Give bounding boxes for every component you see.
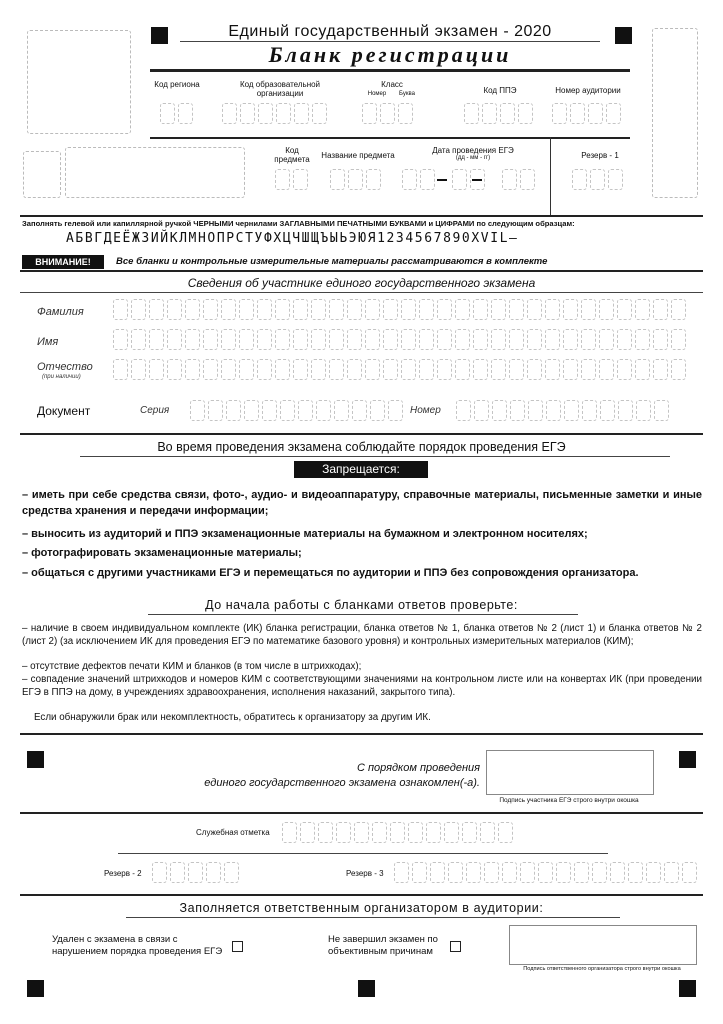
room-cells[interactable] — [552, 103, 624, 124]
input-cell[interactable] — [365, 359, 380, 380]
input-cell[interactable] — [671, 299, 686, 320]
input-cell[interactable] — [383, 329, 398, 350]
input-cell[interactable] — [419, 359, 434, 380]
input-cell[interactable] — [347, 299, 362, 320]
label-subject-code: Код предмета — [274, 146, 310, 164]
input-cell[interactable] — [221, 329, 236, 350]
input-cell[interactable] — [244, 400, 259, 421]
input-cell[interactable] — [653, 359, 668, 380]
rule-item: – общаться с другими участниками ЕГЭ и перемещаться по аудитории и ППЭ без сопровождения организатора. — [22, 567, 639, 579]
input-cell[interactable] — [388, 400, 403, 421]
service-mark-cells[interactable] — [282, 822, 516, 843]
check-heading: До начала работы с бланками ответов проверьте: — [205, 598, 518, 612]
input-cell[interactable] — [394, 862, 409, 883]
input-cell[interactable] — [491, 329, 506, 350]
exam-title: Единый государственный экзамен - 2020 — [228, 23, 552, 40]
registration-marker — [679, 751, 696, 768]
input-cell[interactable] — [298, 400, 313, 421]
number-cells[interactable] — [456, 400, 672, 421]
removed-checkbox[interactable] — [232, 941, 243, 952]
input-cell[interactable] — [149, 329, 164, 350]
label-class-letter: Буква — [399, 91, 415, 97]
attention-badge: ВНИМАНИЕ! — [22, 255, 104, 269]
input-cell[interactable] — [300, 822, 315, 843]
input-cell[interactable] — [455, 299, 470, 320]
input-cell[interactable] — [628, 862, 643, 883]
input-cell[interactable] — [401, 329, 416, 350]
surname-cells[interactable] — [113, 299, 689, 320]
rule-item: – выносить из аудиторий и ППЭ экзаменационные материалы на бумажном и электронном носителях; — [22, 528, 588, 540]
input-cell[interactable] — [581, 359, 596, 380]
input-cell[interactable] — [618, 400, 633, 421]
input-cell[interactable] — [170, 862, 185, 883]
input-cell[interactable] — [444, 822, 459, 843]
input-cell[interactable] — [563, 299, 578, 320]
input-cell[interactable] — [498, 822, 513, 843]
input-cell[interactable] — [546, 400, 561, 421]
participant-signature-box[interactable] — [486, 750, 654, 795]
rules-heading: Во время проведения экзамена соблюдайте порядок проведения ЕГЭ — [157, 440, 566, 454]
input-cell[interactable] — [599, 359, 614, 380]
input-cell[interactable] — [480, 822, 495, 843]
small-box-left — [23, 151, 61, 198]
document-label: Документ — [37, 404, 91, 418]
label-region: Код региона — [154, 80, 200, 89]
date-cells[interactable] — [402, 169, 538, 190]
input-cell[interactable] — [113, 359, 128, 380]
subject-name-cells[interactable] — [330, 169, 384, 190]
label-subject-name: Название предмета — [321, 151, 395, 160]
not-finished-label: Не завершил экзамен по объективным причинам — [328, 934, 438, 957]
input-cell[interactable] — [280, 400, 295, 421]
input-cell[interactable] — [167, 359, 182, 380]
registration-marker — [27, 751, 44, 768]
service-mark-label: Служебная отметка — [196, 828, 270, 837]
input-cell[interactable] — [239, 299, 254, 320]
number-label: Номер — [410, 405, 441, 416]
registration-marker — [27, 980, 44, 997]
input-cell[interactable] — [412, 862, 427, 883]
input-cell[interactable] — [293, 359, 308, 380]
patronymic-cells[interactable] — [113, 359, 689, 380]
input-cell[interactable] — [653, 299, 668, 320]
input-cell[interactable] — [329, 299, 344, 320]
input-cell[interactable] — [538, 862, 553, 883]
label-class: Класс — [381, 80, 403, 89]
input-cell[interactable] — [456, 400, 471, 421]
input-cell[interactable] — [208, 400, 223, 421]
input-cell[interactable] — [563, 329, 578, 350]
input-cell[interactable] — [437, 359, 452, 380]
reserve-2-cells[interactable] — [152, 862, 242, 883]
input-cell[interactable] — [646, 862, 661, 883]
input-cell[interactable] — [635, 299, 650, 320]
input-cell[interactable] — [426, 822, 441, 843]
input-cell[interactable] — [257, 329, 272, 350]
acknowledge-line1: С порядком проведения — [356, 762, 480, 774]
reserve-3-label: Резерв - 3 — [346, 869, 384, 878]
not-finished-checkbox[interactable] — [450, 941, 461, 952]
input-cell[interactable] — [383, 359, 398, 380]
input-cell[interactable] — [635, 329, 650, 350]
input-cell[interactable] — [365, 329, 380, 350]
input-cell[interactable] — [455, 329, 470, 350]
registration-marker — [358, 980, 375, 997]
input-cell[interactable] — [419, 299, 434, 320]
input-cell[interactable] — [527, 359, 542, 380]
input-cell[interactable] — [334, 400, 349, 421]
check-note: Если обнаружили брак или некомплектность, обратитесь к организатору за другим ИК. — [34, 712, 431, 723]
input-cell[interactable] — [113, 299, 128, 320]
input-cell[interactable] — [466, 862, 481, 883]
input-cell[interactable] — [401, 299, 416, 320]
input-cell[interactable] — [448, 862, 463, 883]
name-cells[interactable] — [113, 329, 689, 350]
class-cells[interactable] — [362, 103, 416, 124]
ppe-cells[interactable] — [464, 103, 536, 124]
input-cell[interactable] — [372, 822, 387, 843]
input-cell[interactable] — [635, 359, 650, 380]
input-cell[interactable] — [653, 329, 668, 350]
registration-marker — [615, 27, 632, 44]
input-cell[interactable] — [203, 359, 218, 380]
patronymic-label: Отчество — [37, 361, 93, 373]
input-cell[interactable] — [545, 359, 560, 380]
input-cell[interactable] — [275, 299, 290, 320]
input-cell[interactable] — [502, 862, 517, 883]
input-cell[interactable] — [408, 822, 423, 843]
input-cell[interactable] — [329, 329, 344, 350]
input-cell[interactable] — [599, 299, 614, 320]
input-cell[interactable] — [131, 299, 146, 320]
input-cell[interactable] — [509, 329, 524, 350]
participant-section-title: Сведения об участнике единого государственного экзамена — [187, 276, 536, 290]
input-cell[interactable] — [275, 329, 290, 350]
input-cell[interactable] — [262, 400, 277, 421]
input-cell[interactable] — [311, 329, 326, 350]
input-cell[interactable] — [484, 862, 499, 883]
input-cell[interactable] — [226, 400, 241, 421]
input-cell[interactable] — [473, 329, 488, 350]
input-cell[interactable] — [347, 359, 362, 380]
patronymic-note: (при наличии) — [42, 374, 81, 380]
registration-marker — [151, 27, 168, 44]
input-cell[interactable] — [473, 299, 488, 320]
input-cell[interactable] — [224, 862, 239, 883]
input-cell[interactable] — [509, 359, 524, 380]
input-cell[interactable] — [185, 359, 200, 380]
input-cell[interactable] — [257, 299, 272, 320]
label-date: Дата проведения ЕГЭ — [432, 146, 514, 155]
forbidden-badge: Запрещается: — [294, 461, 428, 478]
input-cell[interactable] — [293, 299, 308, 320]
input-cell[interactable] — [582, 400, 597, 421]
rule-item: – фотографировать экзаменационные материалы; — [22, 547, 302, 559]
organizer-signature-caption: Подпись ответственного организатора строго внутри окошка — [523, 966, 681, 972]
attention-text: Все бланки и контрольные измерительные материалы рассматриваются в комплекте — [116, 256, 548, 267]
input-cell[interactable] — [152, 862, 167, 883]
input-cell[interactable] — [370, 400, 385, 421]
input-cell[interactable] — [617, 359, 632, 380]
label-ppe: Код ППЭ — [483, 86, 517, 95]
input-cell[interactable] — [563, 359, 578, 380]
input-cell[interactable] — [167, 329, 182, 350]
input-cell[interactable] — [329, 359, 344, 380]
input-cell[interactable] — [600, 400, 615, 421]
input-cell[interactable] — [239, 329, 254, 350]
input-cell[interactable] — [617, 329, 632, 350]
input-cell[interactable] — [318, 822, 333, 843]
check-item: – наличие в своем индивидуальном комплекте (ИК) бланка регистрации, бланка ответов № 1, бланка ответов № 2 (лист 1) и бланка ответов № 2 (лист 2) (за исключением ИК для проведения ЕГЭ по математике базового уровня) и контрольных измерительных материалов (КИМ); — [22, 623, 702, 647]
input-cell[interactable] — [509, 299, 524, 320]
name-label: Имя — [37, 336, 59, 348]
removed-label: Удален с экзамена в связи с нарушением порядка проведения ЕГЭ — [52, 934, 223, 957]
input-cell[interactable] — [574, 862, 589, 883]
series-label: Серия — [140, 405, 170, 416]
input-cell[interactable] — [316, 400, 331, 421]
input-cell[interactable] — [682, 862, 697, 883]
subject-code-cells[interactable] — [275, 169, 311, 190]
input-cell[interactable] — [311, 359, 326, 380]
input-cell[interactable] — [311, 299, 326, 320]
input-cell[interactable] — [206, 862, 221, 883]
input-cell[interactable] — [671, 359, 686, 380]
participant-signature-caption: Подпись участника ЕГЭ строго внутри окошка — [499, 797, 639, 804]
input-cell[interactable] — [336, 822, 351, 843]
reserve-2-label: Резерв - 2 — [104, 869, 142, 878]
input-cell[interactable] — [354, 822, 369, 843]
registration-marker — [679, 980, 696, 997]
input-cell[interactable] — [203, 299, 218, 320]
input-cell[interactable] — [390, 822, 405, 843]
input-cell[interactable] — [352, 400, 367, 421]
barcode-area-mid — [65, 147, 245, 198]
acknowledge-line2: единого государственного экзамена ознакомлен(-а). — [204, 777, 480, 789]
input-cell[interactable] — [491, 359, 506, 380]
input-cell[interactable] — [654, 400, 669, 421]
organizer-heading: Заполняется ответственным организатором в аудитории: — [179, 901, 544, 915]
input-cell[interactable] — [455, 359, 470, 380]
input-cell[interactable] — [275, 359, 290, 380]
input-cell[interactable] — [383, 299, 398, 320]
input-cell[interactable] — [473, 359, 488, 380]
sample-characters: АБВГДЕЁЖЗИЙКЛМНОПРСТУФХЦЧШЩЪЫЬЭЮЯ1234567890XVIL– — [66, 231, 519, 246]
check-item: – совпадение значений штрихкодов и номеров КИМ с соответствующими значениями на контрольном листе или на конвертах ИК (при проведении ЕГЭ в ППЭ на дому, в учреждениях здравоохранения, исполнения наказаний, закрытого типа). — [22, 674, 702, 698]
input-cell[interactable] — [671, 329, 686, 350]
input-cell[interactable] — [545, 299, 560, 320]
input-cell[interactable] — [664, 862, 679, 883]
input-cell[interactable] — [592, 862, 607, 883]
input-cell[interactable] — [401, 359, 416, 380]
input-cell[interactable] — [520, 862, 535, 883]
input-cell[interactable] — [527, 329, 542, 350]
input-cell[interactable] — [131, 329, 146, 350]
input-cell[interactable] — [188, 862, 203, 883]
reserve-3-cells[interactable] — [394, 862, 700, 883]
input-cell[interactable] — [528, 400, 543, 421]
label-room: Номер аудитории — [555, 86, 621, 95]
input-cell[interactable] — [430, 862, 445, 883]
check-item: – отсутствие дефектов печати КИМ и бланков (в том числе в штрихкодах); — [22, 661, 362, 672]
org-cells[interactable] — [222, 103, 330, 124]
input-cell[interactable] — [113, 329, 128, 350]
surname-label: Фамилия — [37, 306, 84, 318]
label-class-num: Номер — [367, 91, 387, 97]
input-cell[interactable] — [149, 299, 164, 320]
input-cell[interactable] — [293, 329, 308, 350]
fill-instructions: Заполнять гелевой или капиллярной ручкой ЧЕРНЫМИ чернилами ЗАГЛАВНЫМИ ПЕЧАТНЫМИ БУКВАМИ и ЦИФРАМИ по следующим образцам: — [22, 219, 575, 228]
rule-item: – иметь при себе средства связи, фото-, аудио- и видеоаппаратуру, справочные материалы, письменные заметки и иные средства хранения и передачи информации; — [22, 489, 702, 517]
input-cell[interactable] — [131, 359, 146, 380]
input-cell[interactable] — [282, 822, 297, 843]
input-cell[interactable] — [419, 329, 434, 350]
barcode-area-right — [652, 28, 698, 198]
input-cell[interactable] — [190, 400, 205, 421]
input-cell[interactable] — [527, 299, 542, 320]
organizer-signature-box[interactable] — [509, 925, 697, 965]
input-cell[interactable] — [365, 299, 380, 320]
barcode-area-left — [27, 30, 131, 134]
input-cell[interactable] — [437, 329, 452, 350]
input-cell[interactable] — [239, 359, 254, 380]
series-cells[interactable] — [190, 400, 406, 421]
input-cell[interactable] — [617, 299, 632, 320]
input-cell[interactable] — [474, 400, 489, 421]
input-cell[interactable] — [185, 299, 200, 320]
input-cell[interactable] — [185, 329, 200, 350]
form-title: Бланк регистрации — [268, 42, 512, 67]
input-cell[interactable] — [636, 400, 651, 421]
input-cell[interactable] — [221, 299, 236, 320]
input-cell[interactable] — [545, 329, 560, 350]
input-cell[interactable] — [462, 822, 477, 843]
label-date-format: (дд - мм - гг) — [455, 155, 491, 161]
region-cells[interactable] — [160, 103, 196, 124]
input-cell[interactable] — [556, 862, 571, 883]
input-cell[interactable] — [510, 400, 525, 421]
input-cell[interactable] — [221, 359, 236, 380]
input-cell[interactable] — [599, 329, 614, 350]
input-cell[interactable] — [564, 400, 579, 421]
input-cell[interactable] — [491, 299, 506, 320]
input-cell[interactable] — [581, 299, 596, 320]
reserve-1-cells[interactable] — [572, 169, 626, 190]
input-cell[interactable] — [610, 862, 625, 883]
input-cell[interactable] — [149, 359, 164, 380]
input-cell[interactable] — [581, 329, 596, 350]
input-cell[interactable] — [257, 359, 272, 380]
input-cell[interactable] — [347, 329, 362, 350]
input-cell[interactable] — [167, 299, 182, 320]
input-cell[interactable] — [203, 329, 218, 350]
label-org: Код образовательной организации — [239, 80, 321, 98]
input-cell[interactable] — [437, 299, 452, 320]
input-cell[interactable] — [492, 400, 507, 421]
label-reserve-1: Резерв - 1 — [581, 151, 619, 160]
